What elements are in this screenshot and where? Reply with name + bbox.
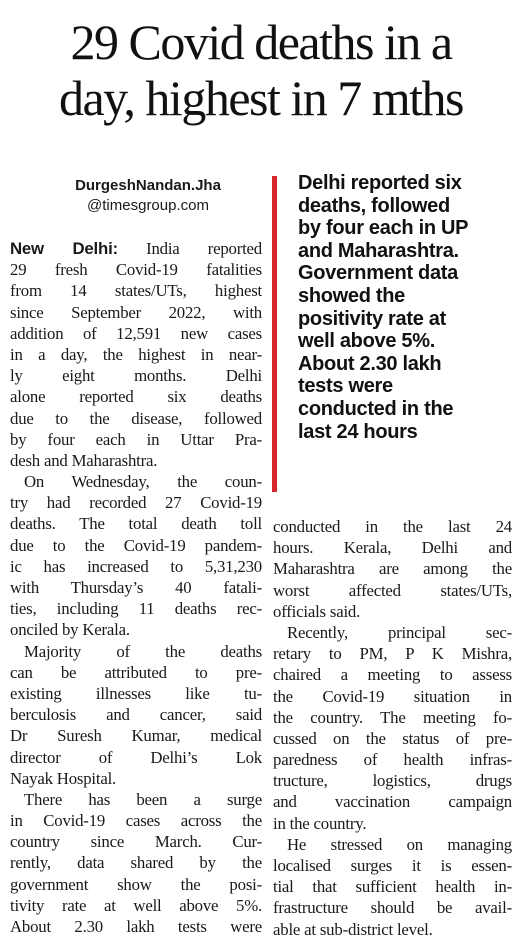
article-line: hours. Kerala, Delhi and [273, 538, 512, 558]
headline [0, 14, 522, 126]
pullquote-line: tests were [298, 375, 393, 398]
article-line: able at sub-district level. [273, 919, 433, 939]
article-line: director of Delhi’s Lok [10, 747, 262, 767]
article-line: retary to PM, P K Mishra, [273, 644, 512, 664]
pullquote [298, 172, 518, 443]
article-line: frastructure should be avail- [273, 898, 512, 918]
pullquote-accent-bar [272, 176, 277, 492]
article-line: alone reported six deaths [10, 387, 262, 407]
article-line: due to the disease, followed [10, 408, 262, 428]
pullquote-line: by four each in UP [298, 217, 469, 240]
article-column-left [10, 238, 262, 937]
article-column-right [273, 516, 512, 940]
article-line: 29 fresh Covid-19 fatalities [10, 260, 262, 280]
pullquote-line: conducted in the [298, 397, 454, 420]
pullquote-line: well above 5%. [298, 330, 435, 353]
article-line: cussed on the status of pre- [273, 728, 512, 748]
article-line: in the country. [273, 813, 367, 833]
byline [38, 176, 258, 216]
article-line: can be attributed to pre- [10, 662, 262, 682]
article-line: government show the posi- [10, 874, 262, 894]
article-line: since September 2022, with [10, 302, 262, 322]
article-line: rently, data shared by the [10, 853, 262, 873]
article-line: On Wednesday, the coun- [24, 472, 262, 492]
article-line: desh and Maharashtra. [10, 450, 158, 470]
article-line: localised surges it is essen- [273, 856, 512, 875]
article-line: tructure, logistics, drugs [273, 771, 512, 791]
article-line: in Covid-19 cases across the [10, 811, 262, 831]
article-line [10, 238, 262, 259]
article-line: addition of 12,591 new cases [10, 323, 262, 343]
article-line: berculosis and cancer, said [10, 705, 262, 725]
article-line: ly eight months. Delhi [10, 366, 262, 386]
pullquote-line: last 24 hours [298, 420, 418, 443]
article-line: He stressed on managing [287, 834, 512, 854]
pullquote-line: and Maharashtra. [298, 239, 459, 262]
article-line: deaths. The total death toll [10, 514, 262, 534]
article-line: About 2.30 lakh tests were [10, 917, 262, 936]
pullquote-line: showed the [298, 284, 406, 307]
article-line: conducted in the last 24 [273, 517, 512, 536]
article-line: Maharashtra are among the [273, 559, 512, 579]
pullquote-line: deaths, followed [298, 194, 450, 217]
pullquote-line: Government data [298, 262, 458, 285]
pullquote-line: Delhi reported six [298, 172, 462, 194]
article-line: from 14 states/UTs, highest [10, 281, 262, 301]
article-line: Majority of the deaths [24, 641, 262, 661]
article-line: due to the Covid-19 pandem- [10, 535, 262, 555]
article-line: by four each in Uttar Pra- [10, 429, 262, 449]
article-line: country since March. Cur- [10, 832, 262, 852]
article-line: tial that sufficient health in- [273, 877, 512, 897]
article-line: chaired a meeting to assess [273, 665, 512, 685]
article-line: Nayak Hospital. [10, 768, 117, 788]
article-line: officials said. [273, 601, 361, 621]
article-line: in a day, the highest in near- [10, 344, 262, 364]
article-line: ic has increased to 5,31,230 [10, 556, 262, 576]
article-line: tivity rate at well above 5%. [10, 895, 262, 915]
article-line: onciled by Kerala. [10, 620, 130, 640]
article-line: with Thursday’s 40 fatali- [10, 578, 262, 597]
pullquote-line: positivity rate at [298, 307, 446, 330]
article-line: and vaccination campaign [273, 792, 512, 812]
article-line: Dr Suresh Kumar, medical [10, 726, 262, 746]
byline-email: @timesgroup.com [87, 197, 209, 214]
article-line: worst affected states/UTs, [273, 580, 512, 600]
article-line: ties, including 11 deaths rec- [10, 599, 262, 619]
article-line-text: India reported [117, 239, 262, 258]
pullquote-line: About 2.30 lakh [298, 352, 442, 375]
dateline: New Delhi: [10, 239, 118, 258]
article-line: There has been a surge [24, 789, 262, 809]
headline-line-2: day, highest in 7 mths [58, 70, 463, 126]
headline-line-1: 29 Covid deaths in a [70, 14, 452, 70]
article-line: Recently, principal sec- [287, 622, 512, 642]
article-line: the country. The meeting fo- [273, 707, 512, 727]
article-line: the Covid-19 situation in [273, 686, 512, 706]
article-line: try had recorded 27 Covid-19 [10, 493, 262, 513]
article-line: existing illnesses like tu- [10, 683, 262, 703]
byline-author: DurgeshNandan.Jha [75, 177, 221, 194]
article-line: paredness of health infras- [273, 750, 512, 770]
